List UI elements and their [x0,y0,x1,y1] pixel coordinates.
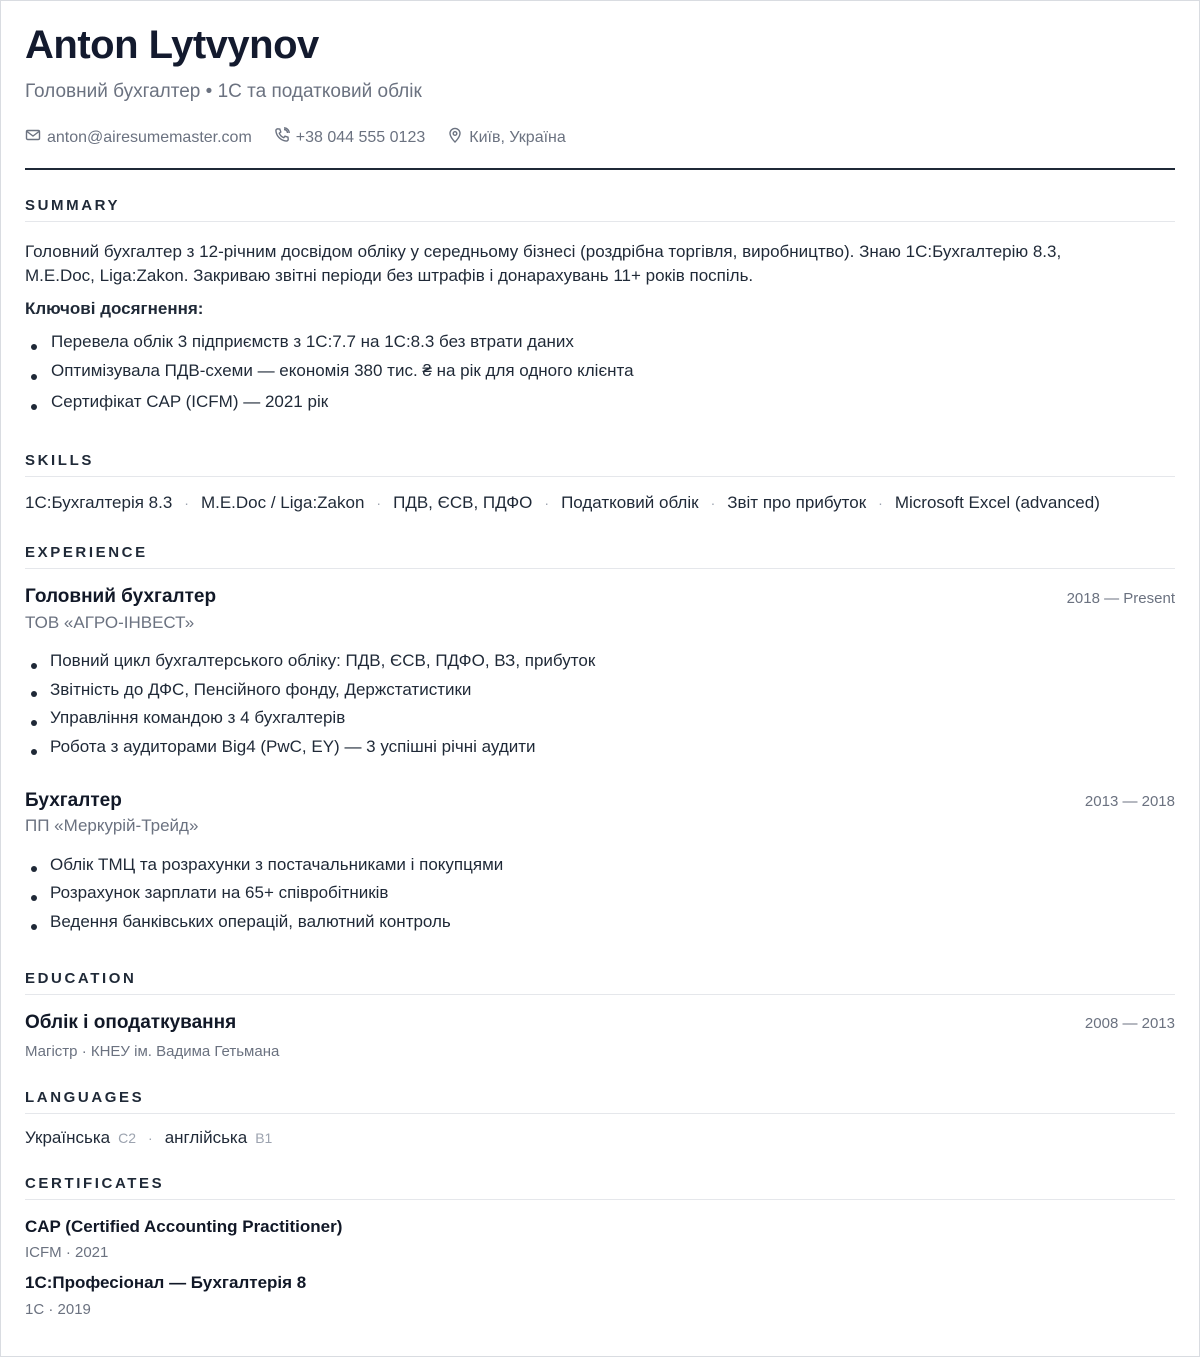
list-item: Перевела облік 3 підприємств з 1С:7.7 на 1С:8.3 без втрати даних [25,332,634,361]
map-pin-icon [447,127,463,148]
language-separator: · [148,1130,153,1146]
certificate-details: 1С · 2019 [25,1301,91,1318]
summary-line-1: Головний бухгалтер з 12-річним досвідом обліку у середньому бізнесі (роздрібна торгівля, виробництво). Знаю 1С:Бухгалтерію 8.3, [25,242,1062,261]
achievements-label: Ключові досягнення: [25,299,204,318]
candidate-name: Anton Lytvynov [25,23,319,67]
contact-row [25,127,566,148]
skill-tag: M.E.Doc / Liga:Zakon [200,493,365,512]
section-title-certificates: CERTIFICATES [25,1175,1175,1200]
candidate-headline: Головний бухгалтер • 1С та податковий облік [25,81,422,102]
education-degree: Облік і оподаткування [25,1012,237,1033]
section-title-skills: SKILLS [25,452,1175,477]
job-role: Бухгалтер [25,790,122,811]
certificate-name: 1С:Професіонал — Бухгалтерія 8 [25,1273,307,1292]
skill-tag: Податковий облік [561,493,699,512]
summary-line-2: M.E.Doc, Liga:Zakon. Закриваю звітні періоди без штрафів і донарахувань 11+ років поспіль. [25,266,754,285]
section-title-languages: LANGUAGES [25,1089,1175,1114]
skill-separator: · [376,495,382,511]
phone-icon [274,127,290,148]
mail-icon [25,127,41,148]
education-dates: 2008 — 2013 [1084,1015,1175,1032]
job-role: Головний бухгалтер [25,586,217,607]
section-title-summary: SUMMARY [25,197,1175,222]
list-item: Повний цикл бухгалтерського обліку: ПДВ, ЄСВ, ПДФО, ВЗ, прибуток [25,651,595,680]
contact-phone[interactable] [274,127,425,148]
skill-tag: Звіт про прибуток [727,493,867,512]
education-details: Магістр · КНЕУ ім. Вадима Гетьмана [25,1043,280,1060]
job-company: ТОВ «АГРО-ІНВЕСТ» [25,613,195,632]
job-bullets [25,651,595,766]
job-dates: 2013 — 2018 [1084,793,1175,810]
list-item: Сертифікат CAP (ICFM) — 2021 рік [25,392,634,421]
list-item: Робота з аудиторами Big4 (PwC, EY) — 3 успішні річні аудити [25,737,595,766]
skill-tag: ПДВ, ЄСВ, ПДФО [393,493,533,512]
list-item: Ведення банківських операцій, валютний контроль [25,912,503,941]
skill-separator: · [878,495,883,511]
job-dates: 2018 — Present [1066,590,1175,607]
certificate-details: ICFM · 2021 [25,1244,109,1261]
phone-text: +38 044 555 0123 [295,128,426,146]
list-item: Оптимізувала ПДВ-схеми — економія 380 тис. ₴ на рік для одного клієнта [25,361,634,392]
language-name: англійська [164,1128,248,1147]
job-company: ПП «Меркурій-Трейд» [25,816,199,835]
email-text: anton@airesumemaster.com [47,128,252,146]
skill-separator: · [710,495,716,511]
language-name: Українська [25,1128,111,1147]
section-title-education: EDUCATION [25,970,1175,995]
skill-tag: Microsoft Excel (advanced) [894,493,1100,512]
header-divider [25,168,1175,170]
location-text: Київ, Україна [469,128,566,146]
list-item: Звітність до ДФС, Пенсійного фонду, Держстатистики [25,680,595,708]
list-item: Управління командою з 4 бухгалтерів [25,708,595,737]
section-title-experience: EXPERIENCE [25,544,1175,569]
skills-row [25,493,1100,513]
job-bullets [25,855,503,941]
skill-separator: · [184,495,189,511]
language-level: B1 [255,1130,273,1146]
skill-separator: · [544,495,550,511]
skill-tag: 1С:Бухгалтерія 8.3 [25,493,173,512]
languages-row [25,1128,272,1148]
list-item: Облік ТМЦ та розрахунки з постачальниками і покупцями [25,855,503,883]
certificate-name: CAP (Certified Accounting Practitioner) [25,1217,343,1236]
contact-location [447,127,566,148]
contact-email[interactable] [25,127,252,148]
language-level: C2 [118,1130,137,1146]
list-item: Розрахунок зарплати на 65+ співробітників [25,883,503,912]
achievements-list [25,332,634,421]
